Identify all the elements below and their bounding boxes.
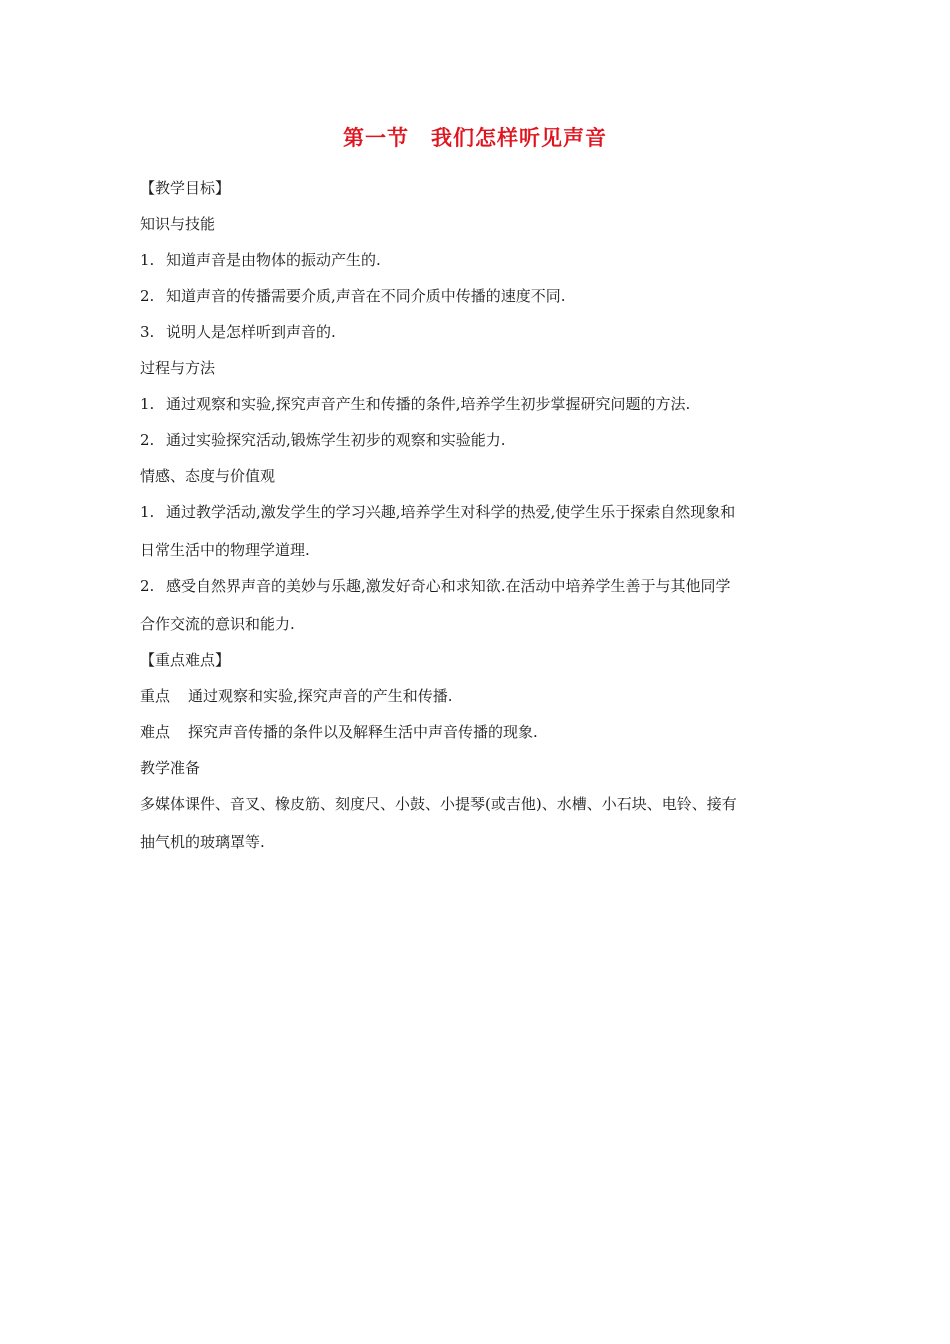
- item-text: 说明人是怎样听到声音的.: [166, 323, 336, 341]
- item-text: 感受自然界声音的美妙与乐趣,激发好奇心和求知欲.在活动中培养学生善于与其他同学: [166, 577, 731, 595]
- item-number: 1.: [140, 503, 155, 521]
- key-point-row: [140, 684, 820, 720]
- key-point-text: 通过观察和实验,探究声音的产生和传播.: [188, 687, 453, 705]
- item-number: 3.: [140, 323, 155, 341]
- list-item: [140, 428, 820, 464]
- list-item: [140, 248, 820, 284]
- subheading-knowledge: 知识与技能: [140, 215, 216, 233]
- list-item: [140, 284, 820, 320]
- section-heading-key-points: 【重点难点】: [140, 651, 231, 669]
- preparation-text-continuation: 抽气机的玻璃罩等.: [140, 833, 265, 851]
- item-text: 通过实验探究活动,锻炼学生初步的观察和实验能力.: [166, 431, 506, 449]
- item-text: 通过观察和实验,探究声音产生和传播的条件,培养学生初步掌握研究问题的方法.: [166, 395, 691, 413]
- item-number: 2.: [140, 431, 155, 449]
- list-item: [140, 392, 820, 428]
- subheading-preparation: 教学准备: [140, 759, 201, 777]
- list-item-continuation: 合作交流的意识和能力.: [140, 615, 295, 633]
- difficult-point-row: [140, 720, 820, 756]
- list-item-continuation: 日常生活中的物理学道理.: [140, 541, 310, 559]
- item-number: 2.: [140, 577, 155, 595]
- document-body: [140, 176, 820, 866]
- list-item: [140, 500, 820, 538]
- list-item: [140, 320, 820, 356]
- preparation-text: 多媒体课件、音叉、橡皮筋、刻度尺、小鼓、小提琴(或吉他)、水槽、小石块、电铃、接有: [140, 795, 737, 813]
- difficult-point-label: 难点: [140, 723, 171, 741]
- item-number: 1.: [140, 395, 155, 413]
- subheading-emotion: 情感、态度与价值观: [140, 467, 276, 485]
- key-point-label: 重点: [140, 687, 171, 705]
- list-item: [140, 574, 820, 612]
- item-text: 知道声音的传播需要介质,声音在不同介质中传播的速度不同.: [166, 287, 566, 305]
- item-number: 1.: [140, 251, 155, 269]
- subheading-process: 过程与方法: [140, 359, 216, 377]
- item-text: 知道声音是由物体的振动产生的.: [166, 251, 381, 269]
- item-number: 2.: [140, 287, 155, 305]
- difficult-point-text: 探究声音传播的条件以及解释生活中声音传播的现象.: [188, 723, 538, 741]
- section-heading-objectives: 【教学目标】: [140, 179, 231, 197]
- page-title: 第一节 我们怎样听见声音: [343, 126, 607, 150]
- item-text: 通过教学活动,激发学生的学习兴趣,培养学生对科学的热爱,使学生乐于探索自然现象和: [166, 503, 736, 521]
